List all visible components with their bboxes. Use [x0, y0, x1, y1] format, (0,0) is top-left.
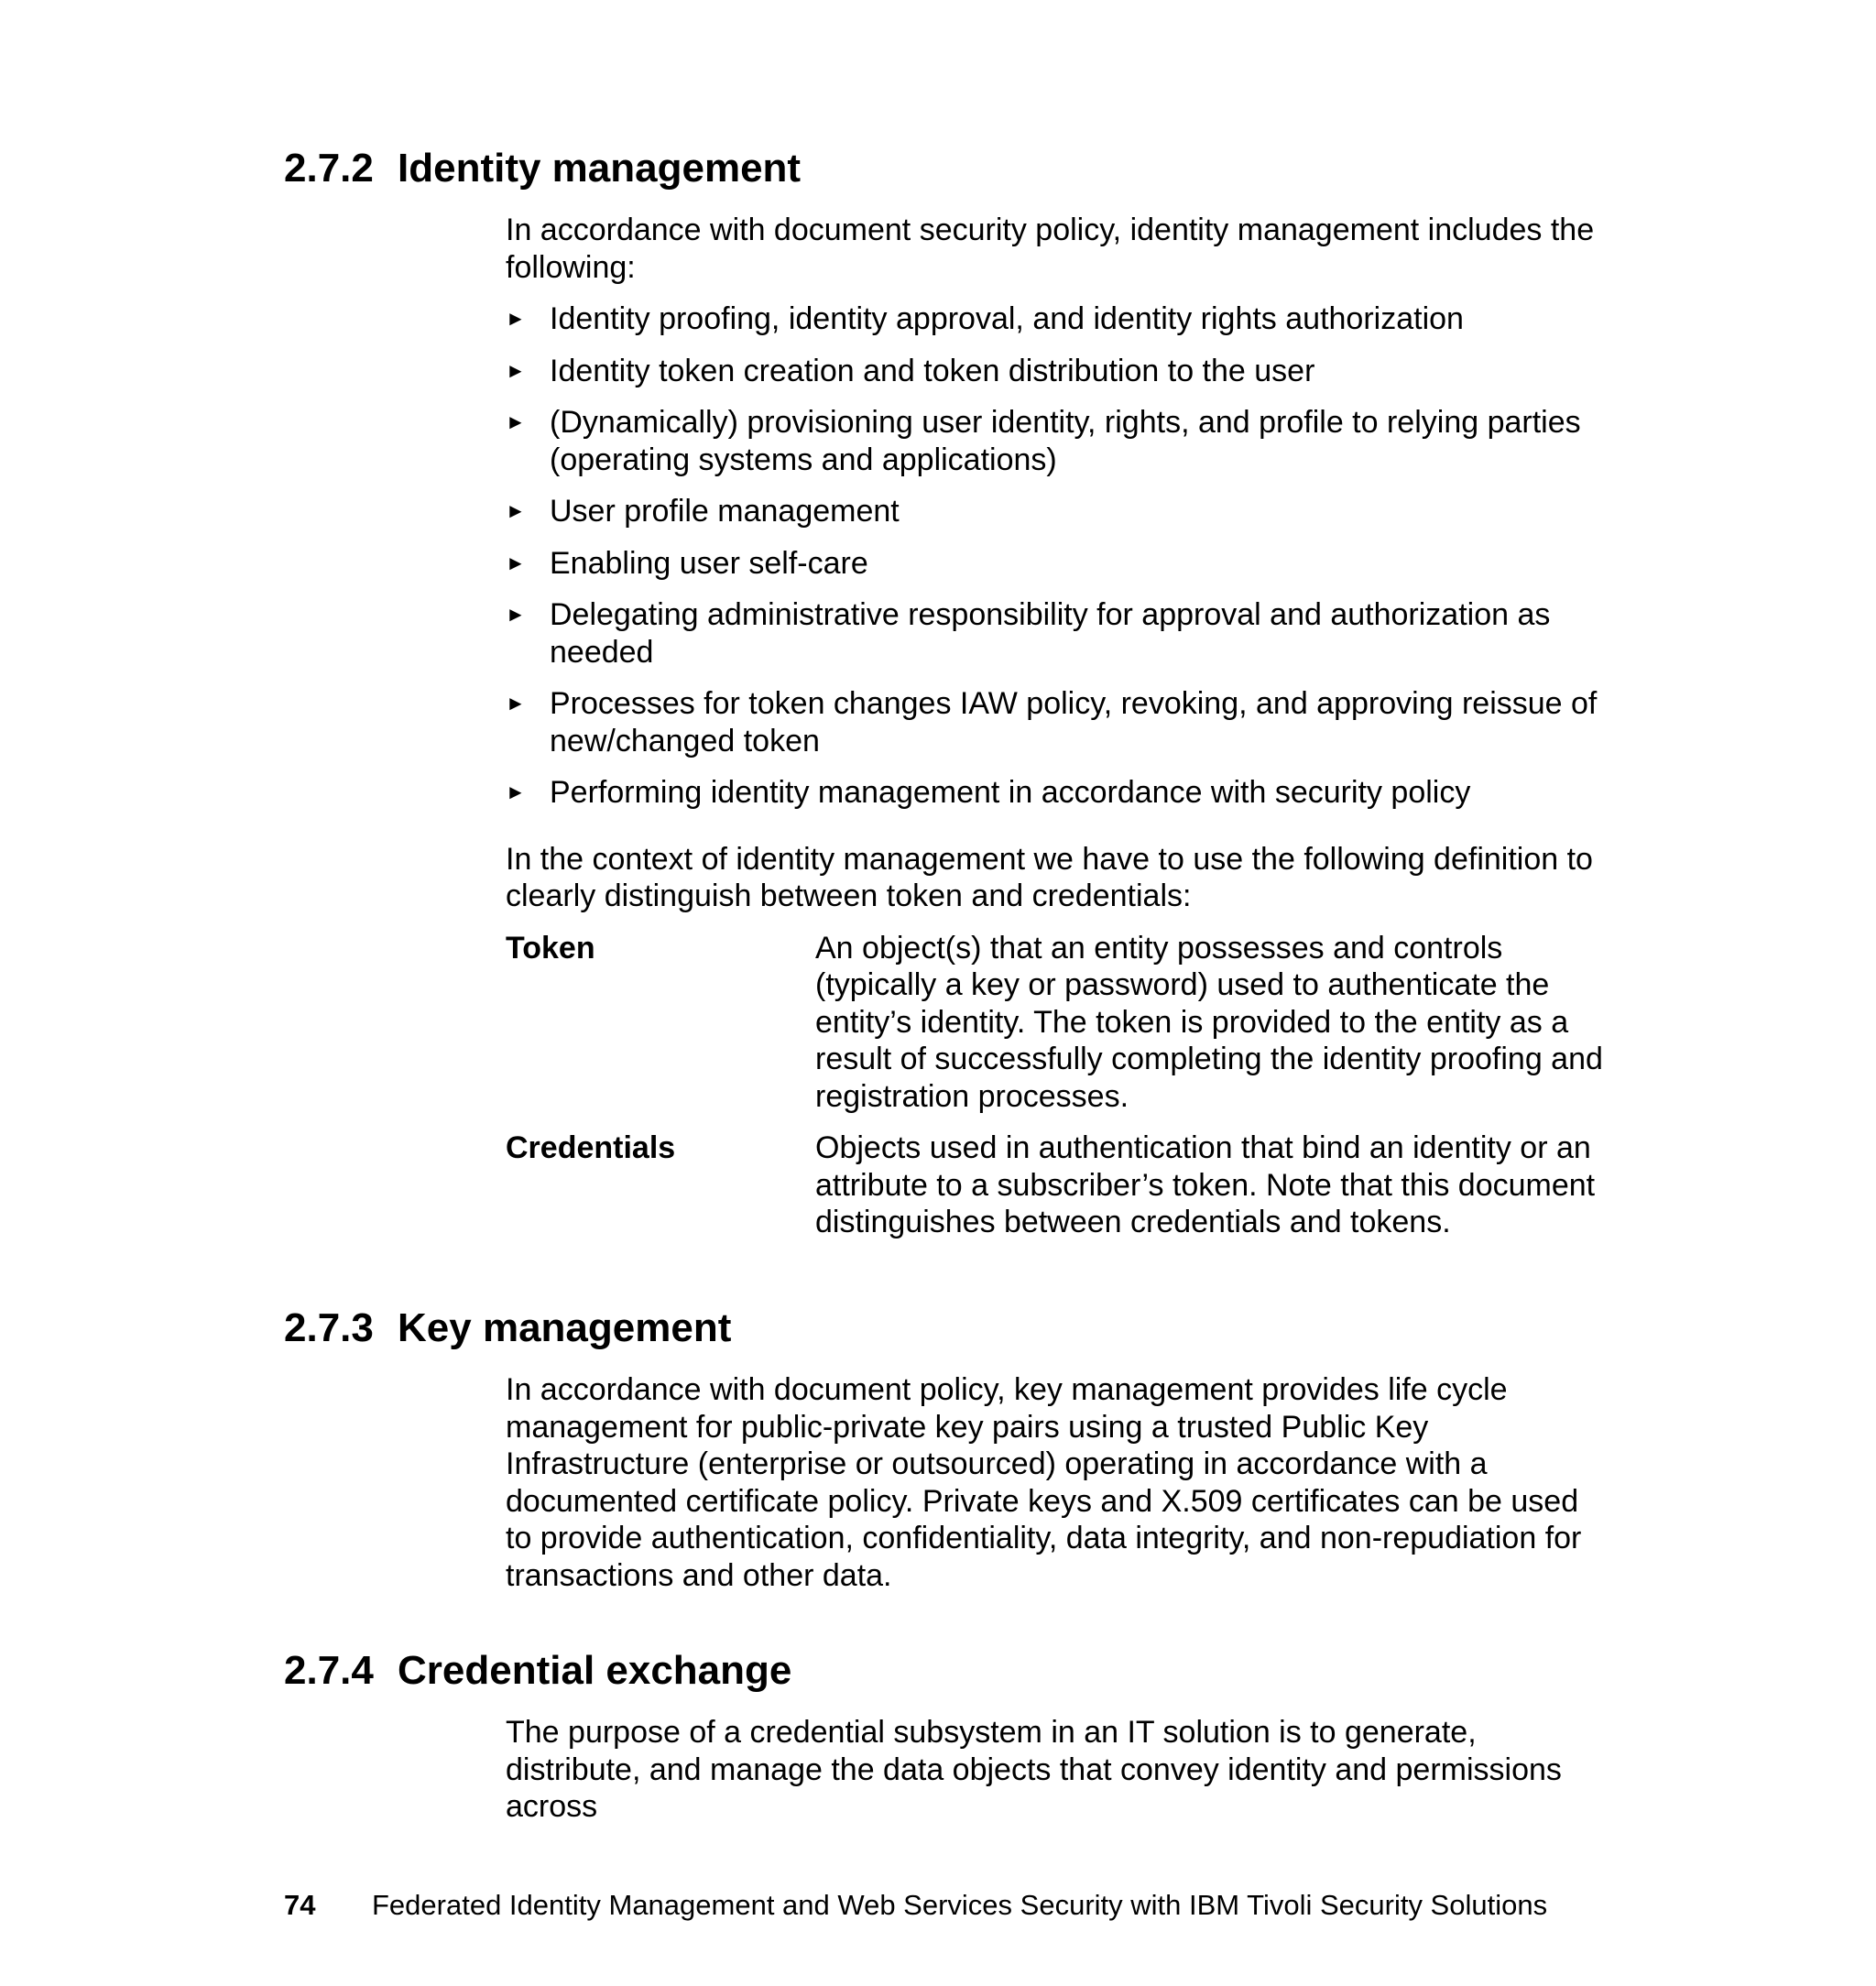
key-management-paragraph: In accordance with document policy, key management provides life cycle management for public-private key pairs using a trusted Public Key Infrastructure (enterprise or outsourced) operating in accordance with a documented certificate policy. Private keys and X.509 certificates can be used to provide authentication, confidentiality, data integrity, and non-repudiation for transactions and other data. [506, 1372, 1582, 1593]
list-item [506, 596, 1605, 671]
definition-text-token: An object(s) that an entity possesses and controls (typically a key or password) used to authenticate the entity’s identity. The token is provided to the entity as a result of successfully completing the identity proofing and registration processes. [815, 930, 1603, 1114]
bullet-arrow-icon: ► [506, 692, 526, 715]
book-title: Federated Identity Management and Web Services Security with IBM Tivoli Security Solutions [372, 1889, 1548, 1921]
section-title: Credential exchange [398, 1648, 792, 1693]
list-item [506, 404, 1605, 478]
key-management-body [506, 1371, 1605, 1594]
section-heading-identity-management [284, 145, 801, 192]
identity-bullet-list [506, 300, 1605, 812]
page-footer [284, 1889, 1547, 1922]
bullet-arrow-icon: ► [506, 358, 526, 382]
page-number: 74 [284, 1889, 316, 1921]
definition-text-credentials: Objects used in authentication that bind an identity or an attribute to a subscriber’s token. Note that this document distinguishes between credentials and tokens. [815, 1130, 1596, 1239]
section-title: Identity management [398, 146, 802, 191]
credential-exchange-paragraph: The purpose of a credential subsystem in an IT solution is to generate, distribute, and manage the data objects that convey identity and permissions across [506, 1715, 1562, 1824]
list-item-text: Delegating administrative responsibility for approval and authorization as needed [550, 597, 1551, 670]
list-item-text: User profile management [550, 494, 900, 529]
list-item [506, 353, 1605, 390]
list-item [506, 493, 1605, 530]
bullet-arrow-icon: ► [506, 499, 526, 522]
bullet-arrow-icon: ► [506, 551, 526, 574]
section-number: 2.7.4 [284, 1648, 374, 1693]
list-item [506, 774, 1605, 812]
list-item-text: Identity proofing, identity approval, and identity rights authorization [550, 301, 1464, 336]
section-title: Key management [398, 1305, 732, 1350]
bullet-arrow-icon: ► [506, 780, 526, 803]
list-item-text: (Dynamically) provisioning user identity, rights, and profile to relying parties (operating systems and applications) [550, 405, 1581, 477]
list-item [506, 300, 1605, 338]
section-heading-key-management [284, 1304, 731, 1352]
credential-exchange-body [506, 1714, 1605, 1826]
identity-management-body [506, 212, 1605, 1241]
section-number: 2.7.3 [284, 1305, 374, 1350]
list-item-text: Identity token creation and token distribution to the user [550, 353, 1315, 388]
definition-term-credentials: Credentials [506, 1130, 676, 1165]
bullet-arrow-icon: ► [506, 603, 526, 626]
list-item-text: Processes for token changes IAW policy, revoking, and approving reissue of new/changed token [550, 686, 1598, 758]
bullet-arrow-icon: ► [506, 307, 526, 330]
list-item [506, 685, 1605, 759]
list-item-text: Enabling user self-care [550, 545, 868, 581]
identity-context-paragraph: In the context of identity management we have to use the following definition to clearly distinguish between token and credentials: [506, 841, 1593, 913]
identity-intro-paragraph: In accordance with document security policy, identity management includes the following: [506, 213, 1595, 285]
list-item-text: Performing identity management in accordance with security policy [550, 775, 1471, 810]
list-item [506, 545, 1605, 583]
section-heading-credential-exchange [284, 1647, 791, 1695]
section-number: 2.7.2 [284, 146, 374, 191]
definition-list [506, 930, 1605, 1241]
definition-term-token: Token [506, 930, 595, 966]
bullet-arrow-icon: ► [506, 410, 526, 433]
